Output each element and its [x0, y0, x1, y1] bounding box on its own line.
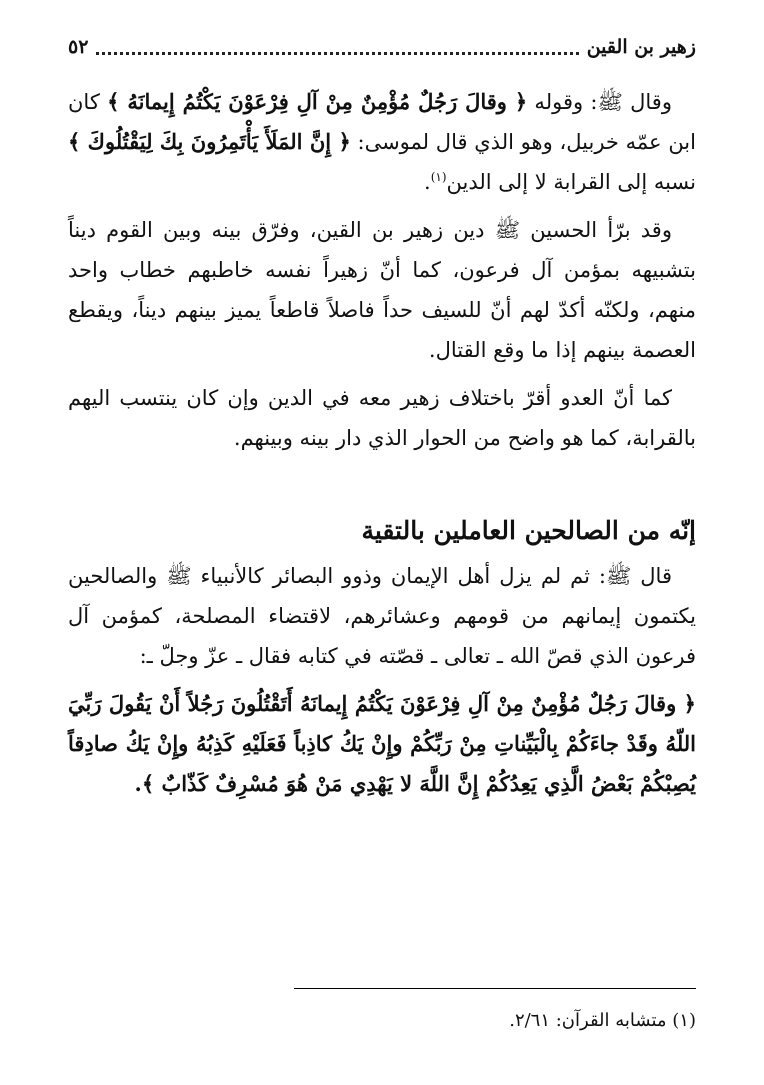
running-head — [68, 30, 696, 64]
section-heading: إنّه من الصالحين العاملين بالتقية — [361, 516, 696, 545]
footnote-divider — [294, 988, 696, 989]
body-text — [68, 82, 696, 812]
chapter-title: زهير بن القين — [586, 36, 696, 58]
paragraph-1 — [68, 82, 696, 202]
paragraph-1-middle: كان ابن عمّه خربيل، وهو الذي قال لموسى: — [68, 90, 696, 154]
paragraph-2: وقد برّأ الحسين ﷺ دين زهير بن القين، وفرّق بينه وبين القوم ديناً بتشبيهه بمؤمن آل فرعون، كما أنّ زهيراً نفسه خاطبهم خطاب واحد منهم، ولكنّه أكدّ لهم أنّ للسيف حداً فاصلاً قاطعاً يميز بينهم ديناً، ويقطع العصمة بينهم إذا ما وقع القتال. — [68, 218, 696, 362]
dotted-leader — [96, 52, 578, 55]
quran-quote: ﴿ إِنَّ المَلَأَ يَأْتَمِرُونَ بِكَ لِيَقْتُلُوكَ ﴾ — [68, 129, 351, 154]
paragraph-1-intro: وقال ﷺ: وقوله — [527, 90, 672, 114]
quran-quote: ﴿ وقالَ رَجُلٌ مُؤْمِنٌ مِنْ آلِ فِرْعَوْنَ يَكْتُمُ إِيمانَهُ ﴾ — [107, 89, 528, 114]
page-number: ٥٢ — [68, 36, 89, 58]
paragraph-3: كما أنّ العدو أقرّ باختلاف زهير معه في الدين وإن كان ينتسب اليهم بالقرابة، كما هو واضح من الحوار الذي دار بينه وبينهم. — [68, 386, 696, 450]
paragraph-4: قال ﷺ: ثم لم يزل أهل الإيمان وذوو البصائر كالأنبياء ﷺ والصالحين يكتمون إيمانهم من قومهم وعشائرهم، لاقتضاء المصلحة، كمؤمن آل فرعون الذي قصّ الله ـ تعالى ـ قصّته في كتابه فقال ـ عزّ وجلّ ـ: — [68, 564, 696, 668]
footnote: (١) متشابه القرآن: ٢/٦١. — [509, 1010, 696, 1031]
paragraph-1-end: نسبه إلى القرابة لا إلى الدين — [446, 170, 696, 194]
paragraph-1-period: . — [424, 170, 431, 194]
quran-quote-block: ﴿ وقالَ رَجُلٌ مُؤْمِنٌ مِنْ آلِ فِرْعَوْنَ يَكْتُمُ إِيمانَهُ أَتَقْتُلُونَ رَجُلاً أَنْ يَقُولَ رَبِّيَ اللّهُ وقَدْ جاءَكُمْ بِالْبَيِّناتِ مِنْ رَبِّكُمْ وإِنْ يَكُ كاذِباً فَعَلَيْهِ كَذِبُهُ وإِنْ يَكُ صادِقاً يُصِبْكُمْ بَعْضُ الَّذِي يَعِدُكُمْ إِنَّ اللَّهَ لا يَهْدِي مَنْ هُوَ مُسْرِفٌ كَذّابٌ ﴾. — [68, 691, 696, 796]
footnote-marker: (١) — [430, 170, 447, 184]
